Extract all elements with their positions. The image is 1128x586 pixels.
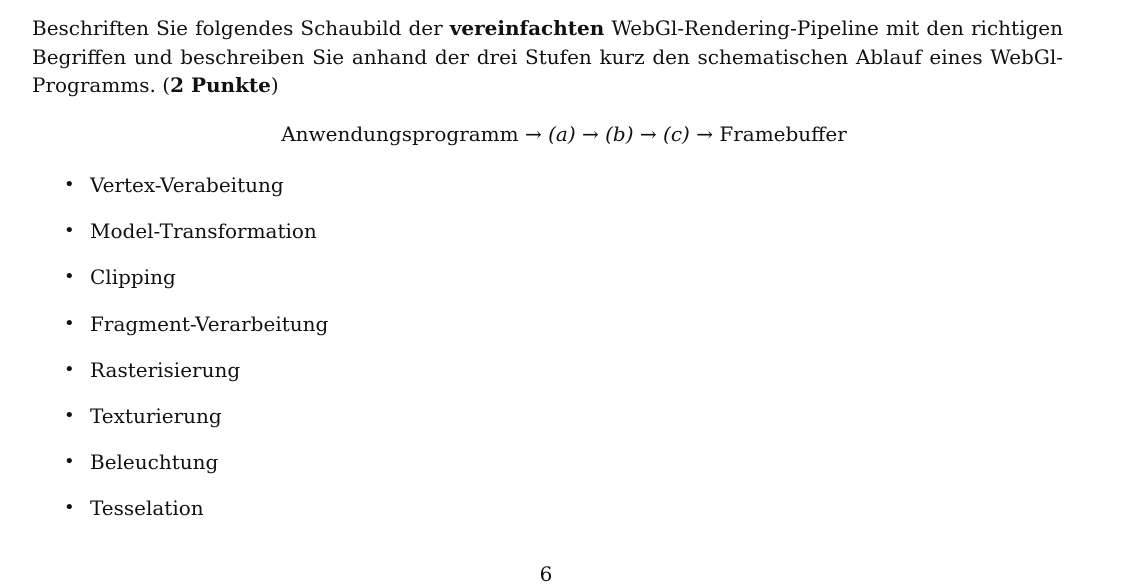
- bullet-icon: •: [64, 451, 75, 473]
- list-item-label: Vertex-Verabeitung: [90, 173, 284, 197]
- list-item: [60, 447, 328, 493]
- pipeline-step-a: (a): [548, 122, 576, 146]
- list-item: [60, 355, 328, 401]
- arrow-icon: →: [582, 122, 599, 146]
- pipeline-formula: [0, 120, 1128, 148]
- task-emphasis: vereinfachten: [449, 16, 605, 40]
- bullet-icon: •: [64, 220, 75, 242]
- task-text: Programms. (: [32, 73, 171, 97]
- bullet-icon: •: [64, 497, 75, 519]
- task-text: WebGl-Rendering-Pipeline mit den richtigen: [604, 16, 1063, 40]
- arrow-icon: →: [639, 122, 657, 146]
- arrow-icon: →: [524, 122, 542, 146]
- pipeline-start: Anwendungsprogramm: [281, 122, 519, 146]
- list-item-label: Clipping: [90, 265, 176, 290]
- list-item-label: Beleuchtung: [90, 450, 219, 475]
- bullet-icon: •: [64, 174, 75, 195]
- page-number: 6: [539, 562, 553, 586]
- list-item: [60, 401, 328, 447]
- bullet-icon: •: [64, 312, 75, 334]
- task-line-3: [32, 71, 1063, 100]
- list-item-label: Texturierung: [90, 403, 222, 428]
- bullet-icon: •: [64, 404, 75, 426]
- list-item-label: Tesselation: [90, 496, 204, 521]
- pipeline-step-c: (c): [663, 122, 690, 146]
- task-text: ): [270, 73, 279, 97]
- list-item: [60, 170, 328, 216]
- list-item: [60, 262, 328, 308]
- pipeline-end: Framebuffer: [719, 122, 847, 146]
- pipeline-step-b: (b): [605, 122, 634, 146]
- list-item: [60, 309, 328, 355]
- list-item: [60, 216, 328, 262]
- bullet-icon: •: [64, 358, 75, 380]
- list-item: [60, 493, 328, 539]
- list-item-label: Model-Transformation: [90, 219, 317, 244]
- task-line-2: Begriffen und beschreiben Sie anhand der drei Stufen kurz den schematischen Ablauf eines WebGl-: [32, 44, 1063, 69]
- task-instruction: [32, 14, 1063, 100]
- task-text: Beschriften Sie folgendes Schaubild der: [32, 16, 450, 40]
- list-item-label: Rasterisierung: [90, 357, 241, 382]
- bullet-icon: •: [64, 266, 75, 288]
- points-label: 2 Punkte: [170, 73, 271, 97]
- list-item-label: Fragment-Verarbeitung: [90, 311, 329, 336]
- task-line-1: [32, 14, 1063, 43]
- arrow-icon: →: [696, 122, 713, 146]
- term-options-list: [60, 170, 328, 540]
